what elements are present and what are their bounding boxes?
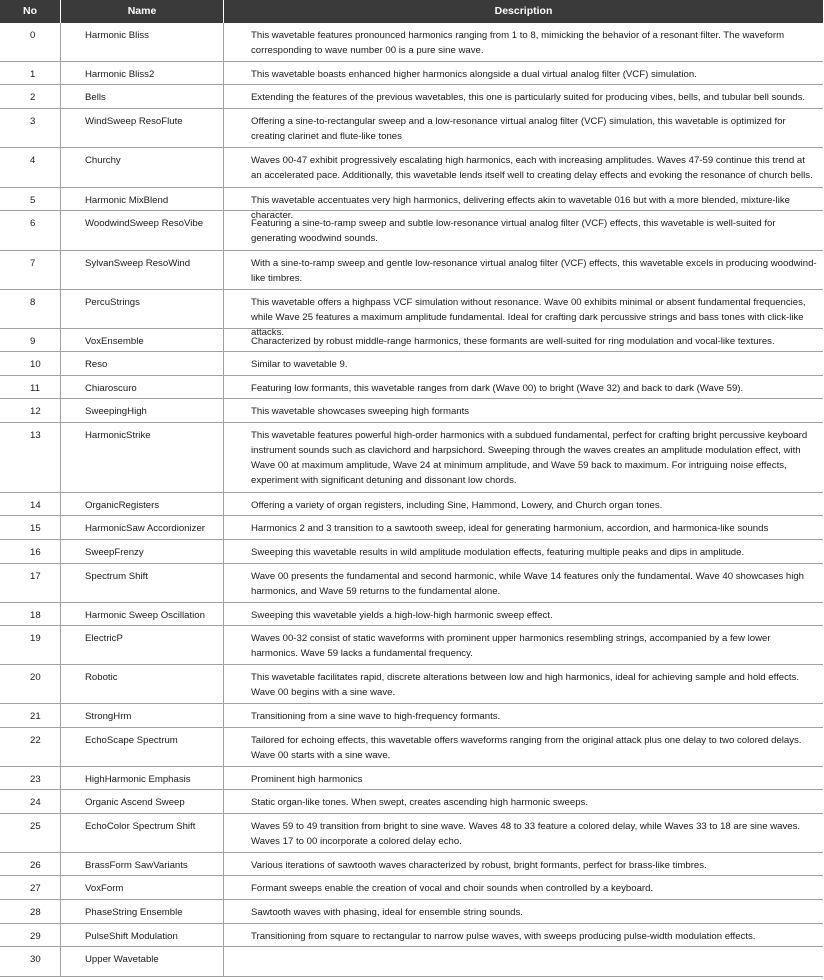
cell-name: Chiaroscuro bbox=[61, 376, 224, 398]
cell-no: 14 bbox=[0, 493, 61, 515]
cell-no: 25 bbox=[0, 814, 61, 852]
cell-name: Reso bbox=[61, 352, 224, 375]
cell-description: This wavetable showcases sweeping high formants bbox=[251, 406, 470, 417]
cell-name: Harmonic Bliss2 bbox=[61, 62, 224, 84]
cell-no: 9 bbox=[0, 329, 61, 351]
table-row bbox=[0, 814, 823, 853]
cell-description: Various iterations of sawtooth waves characterized by robust, bright formants, perfect for brass-like timbres. bbox=[251, 860, 707, 871]
cell-name: VoxForm bbox=[61, 876, 224, 899]
cell-name: Organic Ascend Sweep bbox=[61, 790, 224, 813]
cell-name: BrassForm SawVariants bbox=[61, 853, 224, 875]
cell-description: Formant sweeps enable the creation of vocal and choir sounds when controlled by a keyboard. bbox=[251, 883, 654, 894]
cell-no: 8 bbox=[0, 290, 61, 328]
cell-no: 19 bbox=[0, 626, 61, 664]
cell-description bbox=[224, 947, 823, 976]
cell-no: 10 bbox=[0, 352, 61, 375]
cell-no: 5 bbox=[0, 188, 61, 210]
cell-description: Extending the features of the previous wavetables, this one is particularly suited for producing vibes, bells, and tubular bell sounds. bbox=[251, 92, 806, 103]
cell-description: Featuring a sine-to-ramp sweep and subtle low-resonance virtual analog filter (VCF) effects, this wavetable is well-suited for generating woodwind sounds. bbox=[251, 218, 776, 244]
table-row bbox=[0, 900, 823, 924]
cell-description: This wavetable boasts enhanced higher harmonics alongside a dual virtual analog filter (VCF) simulation. bbox=[251, 69, 697, 80]
cell-name: PercuStrings bbox=[61, 290, 224, 328]
cell-description: Waves 00-47 exhibit progressively escalating high harmonics, each with increasing amplitudes. Waves 47-59 continue this trend at an accelerated pace. Additionally, this wavetable lends itself well to creating delay effects and evoking the resonance of church bells. bbox=[251, 155, 813, 181]
cell-no: 20 bbox=[0, 665, 61, 703]
cell-description: Static organ-like tones. When swept, creates ascending high harmonic sweeps. bbox=[251, 797, 589, 808]
table-row bbox=[0, 85, 823, 109]
table-row bbox=[0, 290, 823, 338]
header-no: No bbox=[0, 0, 61, 23]
table-row bbox=[0, 62, 823, 85]
cell-name: OrganicRegisters bbox=[61, 493, 224, 515]
cell-description: Prominent high harmonics bbox=[251, 774, 363, 785]
cell-description: Waves 00-32 consist of static waveforms with prominent upper harmonics resembling strings, accompanied by a few lower harmonics. Wave 59 lacks a fundamental frequency. bbox=[251, 633, 771, 659]
cell-name: StrongHrm bbox=[61, 704, 224, 727]
table-row bbox=[0, 564, 823, 603]
cell-name: HighHarmonic Emphasis bbox=[61, 767, 224, 789]
cell-description: Offering a sine-to-rectangular sweep and a low-resonance virtual analog filter (VCF) simulation, this wavetable is optimized for creating clarinet and flute-like tones bbox=[251, 116, 786, 142]
cell-description: Characterized by robust middle-range harmonics, these formants are well-suited for ring modulation and vocal-like textures. bbox=[251, 336, 775, 347]
table-row bbox=[0, 329, 823, 352]
table-row bbox=[0, 876, 823, 900]
cell-name: PhaseString Ensemble bbox=[61, 900, 224, 923]
cell-name: EchoScape Spectrum bbox=[61, 728, 224, 766]
cell-name: Churchy bbox=[61, 148, 224, 187]
cell-description: Featuring low formants, this wavetable ranges from dark (Wave 00) to bright (Wave 32) and back to dark (Wave 59). bbox=[251, 383, 744, 394]
cell-name: HarmonicSaw Accordionizer bbox=[61, 516, 224, 539]
cell-name: Spectrum Shift bbox=[61, 564, 224, 602]
cell-description: This wavetable accentuates very high harmonics, delivering effects akin to wavetable 016 but with a more blended, mixture-like character. bbox=[251, 195, 790, 221]
cell-description: Sawtooth waves with phasing, ideal for ensemble string sounds. bbox=[251, 907, 523, 918]
table-row bbox=[0, 853, 823, 876]
cell-description: This wavetable features powerful high-order harmonics with a subdued fundamental, perfect for crafting bright percussive keyboard instrument sounds such as clavichord and harpsichord. Sweeping through the waves creates an amplitude modulation effect, with Wave 00 at maximum amplitude, Wave 24 at minimum amplitude, and Wave 59 back to maximum. For intriguing noise effects, experiment with significant detuning and dissonant low chords. bbox=[251, 430, 808, 486]
cell-name: Upper Wavetable bbox=[61, 947, 224, 976]
cell-no: 24 bbox=[0, 790, 61, 813]
table-row bbox=[0, 704, 823, 728]
cell-description: This wavetable offers a highpass VCF simulation without resonance. Wave 00 exhibits minimal or absent fundamental frequencies, while Wave 25 features a maximum amplitude fundamental. Ideal for crafting dark percussive strings and bass tones with click-like attacks. bbox=[251, 297, 806, 338]
cell-no: 11 bbox=[0, 376, 61, 398]
header-name: Name bbox=[61, 0, 224, 23]
cell-description: Offering a variety of organ registers, including Sine, Hammond, Lowery, and Church organ tones. bbox=[251, 500, 663, 511]
cell-name: VoxEnsemble bbox=[61, 329, 224, 351]
table-row bbox=[0, 352, 823, 376]
cell-no: 18 bbox=[0, 603, 61, 625]
table-row bbox=[0, 947, 823, 977]
table-row bbox=[0, 603, 823, 626]
header-description: Description bbox=[494, 5, 553, 17]
cell-description: Transitioning from a sine wave to high-frequency formants. bbox=[251, 711, 501, 722]
table-row bbox=[0, 188, 823, 221]
cell-description: Wave 00 presents the fundamental and second harmonic, while Wave 14 features only the fundamental. Wave 40 showcases high harmonics, and Wave 59 returns to the fundamental alone. bbox=[251, 571, 805, 597]
cell-name: Bells bbox=[61, 85, 224, 108]
cell-name: SylvanSweep ResoWind bbox=[61, 251, 224, 289]
cell-no: 7 bbox=[0, 251, 61, 289]
cell-no: 29 bbox=[0, 924, 61, 946]
table-row bbox=[0, 790, 823, 814]
table-row bbox=[0, 148, 823, 188]
cell-description: This wavetable facilitates rapid, discrete alterations between low and high harmonics, ideal for achieving sample and hold effects. Wave 00 begins with a sine wave. bbox=[251, 672, 800, 698]
cell-name: Harmonic Sweep Oscillation bbox=[61, 603, 224, 625]
cell-name: SweepFrenzy bbox=[61, 540, 224, 563]
cell-name: Harmonic Bliss bbox=[61, 23, 224, 61]
cell-no: 16 bbox=[0, 540, 61, 563]
cell-name: WoodwindSweep ResoVibe bbox=[61, 211, 224, 250]
table-row bbox=[0, 211, 823, 251]
cell-description: Sweeping this wavetable yields a high-low-high harmonic sweep effect. bbox=[251, 610, 553, 621]
cell-description: Sweeping this wavetable results in wild amplitude modulation effects, featuring multiple peaks and dips in amplitude. bbox=[251, 547, 745, 558]
cell-no: 1 bbox=[0, 62, 61, 84]
table-row bbox=[0, 376, 823, 399]
cell-name: Robotic bbox=[61, 665, 224, 703]
cell-name: ElectricP bbox=[61, 626, 224, 664]
cell-no: 15 bbox=[0, 516, 61, 539]
cell-no: 21 bbox=[0, 704, 61, 727]
cell-description: Transitioning from square to rectangular to narrow pulse waves, with sweeps producing pulse-width modulation effects. bbox=[251, 931, 756, 942]
table-row bbox=[0, 423, 823, 493]
cell-name: Harmonic MixBlend bbox=[61, 188, 224, 210]
cell-no: 23 bbox=[0, 767, 61, 789]
table-row bbox=[0, 516, 823, 540]
cell-description: This wavetable features pronounced harmonics ranging from 1 to 8, mimicking the behavior of a resonant filter. The waveform corresponding to wave number 00 is a pure sine wave. bbox=[251, 30, 785, 56]
table-row bbox=[0, 399, 823, 423]
cell-name: EchoColor Spectrum Shift bbox=[61, 814, 224, 852]
table-row bbox=[0, 109, 823, 148]
cell-no: 0 bbox=[0, 23, 61, 61]
table-row bbox=[0, 728, 823, 767]
cell-no: 28 bbox=[0, 900, 61, 923]
table-row bbox=[0, 493, 823, 516]
cell-description: Waves 59 to 49 transition from bright to sine wave. Waves 48 to 33 feature a colored delay, while Waves 33 to 18 are sine waves. Waves 17 to 00 incorporate a colored delay echo. bbox=[251, 821, 801, 847]
cell-description: Harmonics 2 and 3 transition to a sawtooth sweep, ideal for generating harmonium, accordion, and harmonica-like sounds bbox=[251, 523, 769, 534]
cell-no: 27 bbox=[0, 876, 61, 899]
cell-no: 17 bbox=[0, 564, 61, 602]
table-row bbox=[0, 23, 823, 62]
table-header bbox=[0, 0, 823, 23]
cell-name: WindSweep ResoFlute bbox=[61, 109, 224, 147]
cell-no: 30 bbox=[0, 947, 61, 976]
cell-name: PulseShift Modulation bbox=[61, 924, 224, 946]
cell-no: 22 bbox=[0, 728, 61, 766]
cell-no: 12 bbox=[0, 399, 61, 422]
table-row bbox=[0, 924, 823, 947]
cell-no: 6 bbox=[0, 211, 61, 250]
table-row bbox=[0, 626, 823, 665]
cell-no: 13 bbox=[0, 423, 61, 492]
cell-description: Similar to wavetable 9. bbox=[251, 359, 348, 370]
table-row bbox=[0, 540, 823, 564]
cell-description: With a sine-to-ramp sweep and gentle low-resonance virtual analog filter (VCF) effects, this wavetable excels in producing woodwind-like timbres. bbox=[251, 258, 817, 284]
cell-no: 4 bbox=[0, 148, 61, 187]
cell-description: Tailored for echoing effects, this wavetable offers waveforms ranging from the original attack plus one delay to two colored delays. Wave 00 starts with a sine wave. bbox=[251, 735, 802, 761]
table-row bbox=[0, 251, 823, 290]
table-row bbox=[0, 665, 823, 704]
table-row bbox=[0, 767, 823, 790]
cell-name: SweepingHigh bbox=[61, 399, 224, 422]
cell-name: HarmonicStrike bbox=[61, 423, 224, 492]
cell-no: 3 bbox=[0, 109, 61, 147]
cell-no: 2 bbox=[0, 85, 61, 108]
cell-no: 26 bbox=[0, 853, 61, 875]
